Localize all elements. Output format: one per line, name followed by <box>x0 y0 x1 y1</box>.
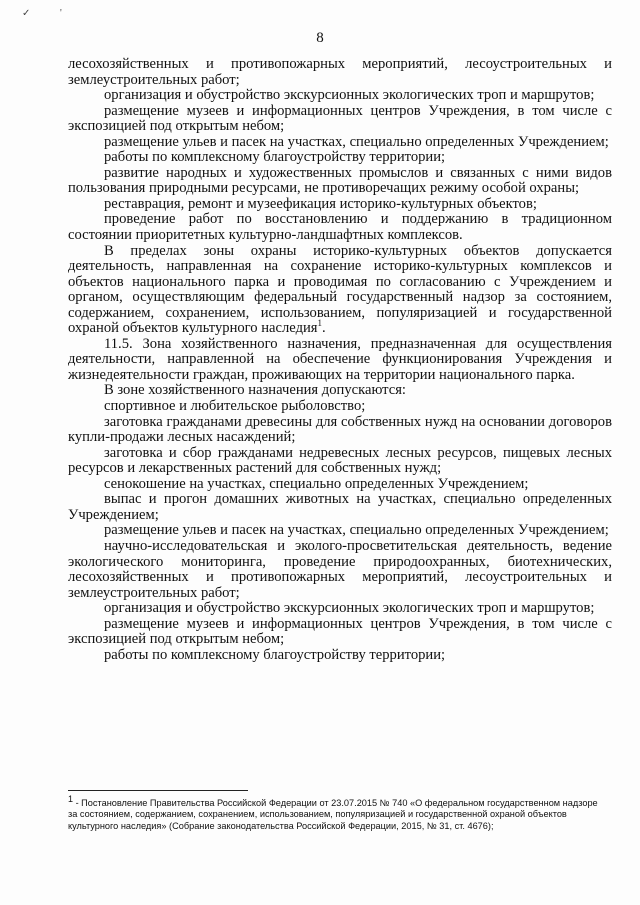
paragraph <box>68 212 612 243</box>
paragraph-text: заготовка гражданами древесины для собственных нужд на основании договоров купли-продажи лесных насаждений; <box>68 413 612 446</box>
paragraph-text: В пределах зоны охраны историко-культурных объектов допускается деятельность, направленная на сохранение историко-культурных комплексов и объектов национального парка и проводимая по согласованию с Учреждением и органом, осуществляющим федеральный государственный надзор за состоянием, содержанием, сохранением, использованием, популяризацией и государственной охраной объектов культурного наследия <box>68 242 612 337</box>
paragraph <box>68 477 612 493</box>
footnote <box>68 793 598 832</box>
document-body <box>68 57 612 663</box>
paragraph <box>68 57 612 88</box>
paragraph <box>68 601 612 617</box>
paragraph <box>68 197 612 213</box>
footnote-marker: 1 <box>68 793 74 804</box>
paragraph <box>68 135 612 151</box>
paragraph <box>68 648 612 664</box>
paragraph <box>68 150 612 166</box>
paragraph-text: реставрация, ремонт и музеефикация историко-культурных объектов; <box>104 195 537 212</box>
paragraph-text: организация и обустройство экскурсионных экологических троп и маршрутов; <box>104 87 595 104</box>
paragraph-tail: . <box>322 320 326 337</box>
paragraph <box>68 244 612 337</box>
paragraph <box>68 492 612 523</box>
paragraph-text: размещение музеев и информационных центров Учреждения, в том числе с экспозицией под открытым небом; <box>68 615 612 648</box>
paragraph <box>68 523 612 539</box>
paragraph-text: заготовка и сбор гражданами недревесных лесных ресурсов, пищевых лесных ресурсов и лекарственных растений для собственных нужд; <box>68 444 612 477</box>
paragraph-text: 11.5. Зона хозяйственного назначения, предназначенная для осуществления деятельности, направленной на обеспечение функционирования Учреждения и жизнедеятельности граждан, проживающих на территории национального парка. <box>68 335 612 383</box>
paragraph-text: работы по комплексному благоустройству территории; <box>104 646 446 663</box>
footnote-divider <box>68 790 248 791</box>
paragraph <box>68 337 612 384</box>
paragraph-text: работы по комплексному благоустройству территории; <box>104 149 446 166</box>
footnote-reference: 1 <box>317 318 323 329</box>
paragraph-text: развитие народных и художественных промыслов и связанных с ними видов пользования природными ресурсами, не противоречащих режиму особой охраны; <box>68 164 612 197</box>
paragraph <box>68 166 612 197</box>
paragraph <box>68 104 612 135</box>
paragraph <box>68 88 612 104</box>
paragraph-text: сенокошение на участках, специально определенных Учреждением; <box>104 475 529 492</box>
footnote-text: - Постановление Правительства Российской Федерации от 23.07.2015 № 740 «О федеральном государственном надзоре за состоянием, содержанием, сохранением, использованием, популяризацией и государственной охраной объектов культурного наследия» (Собрание законодательства Российской Федерации, 2015, № 31, ст. 4676); <box>68 798 598 831</box>
paragraph-text: проведение работ по восстановлению и поддержанию в традиционном состоянии приоритетных культурно-ландшафтных комплексов. <box>68 211 612 244</box>
paragraph <box>68 383 612 399</box>
page-number: 8 <box>316 30 324 46</box>
paragraph <box>68 446 612 477</box>
paragraph-text: В зоне хозяйственного назначения допускаются: <box>104 382 406 399</box>
corner-mark-right: ' <box>60 8 62 19</box>
paragraph-text: организация и обустройство экскурсионных экологических троп и маршрутов; <box>104 600 595 617</box>
paragraph <box>68 399 612 415</box>
paragraph-text: размещение ульев и пасек на участках, специально определенных Учреждением; <box>104 133 609 150</box>
paragraph <box>68 539 612 601</box>
paragraph-text: размещение музеев и информационных центров Учреждения, в том числе с экспозицией под открытым небом; <box>68 102 612 135</box>
paragraph-text: спортивное и любительское рыболовство; <box>104 398 366 415</box>
paragraph-text: научно-исследовательская и эколого-просветительская деятельность, ведение экологического мониторинга, проведение природоохранных, биотехнических, лесохозяйственных и противопожарных мероприятий, лесоустроительных и землеустроительных работ; <box>68 537 612 601</box>
paragraph-text: выпас и прогон домашних животных на участках, специально определенных Учреждением; <box>68 491 612 523</box>
paragraph <box>68 617 612 648</box>
paragraph <box>68 415 612 446</box>
paragraph-text: лесохозяйственных и противопожарных мероприятий, лесоустроительных и землеустроительных работ; <box>68 56 612 88</box>
corner-mark-left: ✓ <box>22 8 31 19</box>
paragraph-text: размещение ульев и пасек на участках, специально определенных Учреждением; <box>104 522 609 539</box>
